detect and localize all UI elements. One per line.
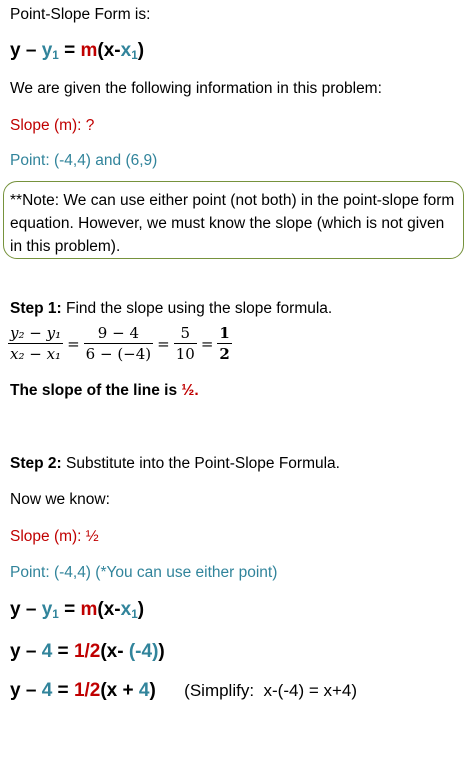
given-intro: We are given the following information in this problem: — [10, 80, 382, 97]
fraction-substituted-denominator: 6 − (−4) — [85, 345, 152, 363]
step2 — [10, 455, 340, 473]
eq1-close: ) — [137, 599, 145, 620]
fraction-simplified-denominator: 2 — [219, 345, 230, 363]
eq3-x1: 4 — [138, 680, 150, 701]
fraction-substituted-numerator: 9 − 4 — [97, 324, 139, 342]
formula-x: (x- — [97, 40, 121, 61]
formula-y1: $y_1$ — [41, 40, 59, 62]
known-slope: Slope (m): ½ — [10, 528, 99, 545]
fraction-general — [8, 323, 63, 364]
eq2-x: (x- — [100, 641, 129, 662]
step1-text: Find the slope using the slope formula. — [61, 300, 333, 317]
fraction-simplified — [217, 323, 231, 364]
step2-label: Step 2: — [10, 455, 62, 472]
given-slope: Slope (m): ? — [10, 117, 95, 134]
fraction-computed-denominator: 10 — [175, 345, 195, 363]
known-point: Point: (-4,4) (*You can use either point) — [10, 564, 278, 581]
equation-3 — [10, 680, 357, 702]
eq3-simplify-note: (Simplify: x-(-4) = x+4) — [155, 681, 358, 700]
fraction-general-denominator: x₂ − x₁ — [10, 345, 62, 363]
fraction-simplified-numerator: 1 — [219, 324, 230, 342]
eq1-x1: $x_1$ — [120, 599, 138, 621]
eq3-equals: = — [52, 680, 74, 701]
step1-label: Step 1: — [10, 300, 62, 317]
equals-sign: = — [67, 334, 80, 353]
eq3-x: (x + — [100, 680, 139, 701]
formula-m: m — [80, 40, 98, 61]
equals-sign: = — [200, 334, 214, 353]
eq2-equals: = — [52, 641, 74, 662]
equation-1 — [10, 599, 144, 621]
slope-result — [10, 382, 199, 400]
given-point: Point: (-4,4) and (6,9) — [10, 152, 158, 169]
equation-2 — [10, 641, 165, 663]
eq3-y1: 4 — [41, 680, 53, 701]
eq2-x1: (-4) — [128, 641, 159, 662]
fraction-computed — [174, 323, 197, 364]
formula-x1: $x_1$ — [120, 40, 138, 62]
equals-sign: = — [157, 334, 170, 353]
eq1-y1: $y_1$ — [41, 599, 59, 621]
note-box — [3, 181, 464, 259]
eq3-y: y – — [10, 680, 42, 701]
formula-point-slope — [10, 40, 144, 62]
eq2-y1: 4 — [41, 641, 53, 662]
slope-result-value: ½. — [181, 382, 199, 399]
eq2-close: ) — [158, 641, 165, 662]
eq1-equals: = — [58, 599, 81, 620]
eq3-m: 1/2 — [73, 680, 101, 701]
eq1-m: m — [80, 599, 98, 620]
fraction-substituted — [84, 323, 153, 364]
formula-equals: = — [58, 40, 81, 61]
eq1-y: y – — [10, 599, 42, 620]
eq2-y: y – — [10, 641, 42, 662]
fraction-general-numerator: y₂ − y₁ — [10, 324, 62, 342]
eq2-m: 1/2 — [73, 641, 101, 662]
heading: Point-Slope Form is: — [10, 6, 151, 23]
eq3-close: ) — [149, 680, 156, 701]
fraction-computed-numerator: 5 — [180, 324, 191, 342]
step1 — [10, 300, 332, 318]
slope-result-text: The slope of the line is — [10, 382, 182, 399]
formula-close: ) — [137, 40, 145, 61]
formula-y: y – — [10, 40, 42, 61]
eq1-x: (x- — [97, 599, 121, 620]
note-text: **Note: We can use either point (not both) in the point-slope form equation. However, we must know the slope (which is not given in this problem). — [10, 192, 455, 255]
slope-formula — [8, 323, 232, 364]
step2-text: Substitute into the Point-Slope Formula. — [61, 455, 340, 472]
now-know: Now we know: — [10, 491, 110, 508]
